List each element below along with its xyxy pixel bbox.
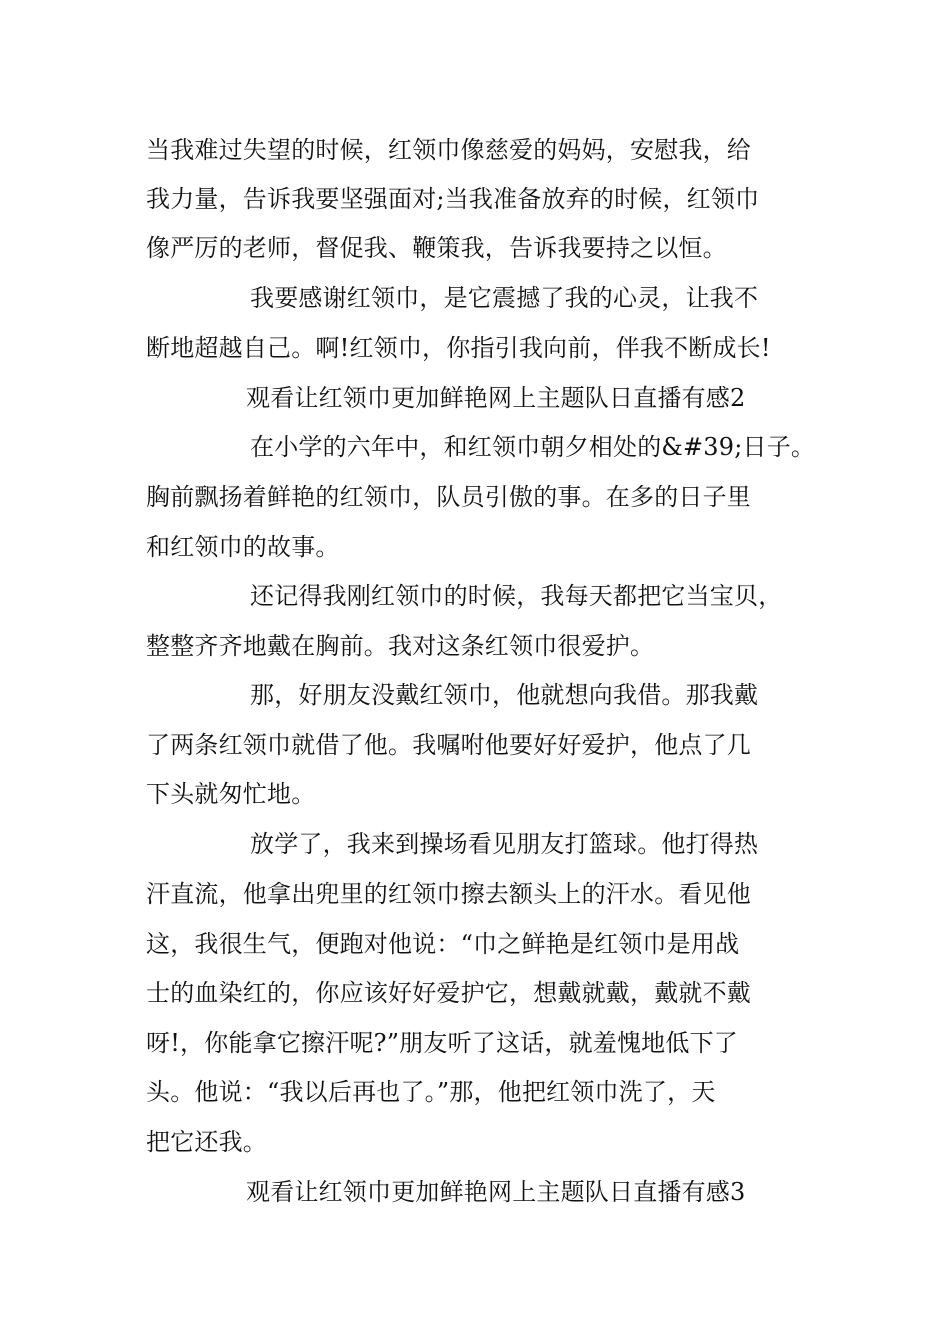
section-heading: 观看让红领巾更加鲜艳网上主题队日直播有感2 <box>246 384 746 412</box>
paragraph-line: 当我难过失望的时候，红领巾像慈爱的妈妈，安慰我，给 <box>146 136 751 164</box>
paragraph-line: 和红领巾的故事。 <box>146 533 340 561</box>
paragraph-line: 呀!，你能拿它擦汗呢?”朋友听了这话，就羞愧地低下了 <box>146 1029 738 1057</box>
paragraph-line: 把它还我。 <box>146 1128 267 1156</box>
paragraph-line: 下头就匆忙地。 <box>146 780 316 808</box>
paragraph-line: 还记得我刚红领巾的时候，我每天都把它当宝贝， <box>250 582 783 610</box>
paragraph-line: 汗直流，他拿出兜里的红领巾擦去额头上的汗水。看见他 <box>146 880 751 908</box>
paragraph-line: 士的血染红的，你应该好好爱护它，想戴就戴，戴就不戴 <box>146 979 751 1007</box>
section-heading: 观看让红领巾更加鲜艳网上主题队日直播有感3 <box>246 1178 746 1206</box>
paragraph-line: 在小学的六年中，和红领巾朝夕相处的&#39;日子。 <box>250 433 816 461</box>
paragraph-line: 胸前飘扬着鲜艳的红领巾，队员引傲的事。在多的日子里 <box>146 483 751 511</box>
paragraph-line: 我要感谢红领巾，是它震撼了我的心灵，让我不 <box>250 284 759 312</box>
paragraph-line: 像严厉的老师，督促我、鞭策我，告诉我要持之以恒。 <box>146 234 727 262</box>
paragraph-line: 了两条红领巾就借了他。我嘱咐他要好好爱护，他点了几 <box>146 731 751 759</box>
paragraph-line: 整整齐齐地戴在胸前。我对这条红领巾很爱护。 <box>146 632 655 660</box>
paragraph-line: 这，我很生气，便跑对他说：“巾之鲜艳是红领巾是用战 <box>146 930 740 958</box>
paragraph-line: 头。他说：“我以后再也了。”那，他把红领巾洗了，天 <box>146 1078 716 1106</box>
paragraph-line: 我力量，告诉我要坚强面对;当我准备放弃的时候，红领巾 <box>146 185 760 213</box>
paragraph-line: 放学了，我来到操场看见朋友打篮球。他打得热 <box>250 830 759 858</box>
paragraph-line: 那，好朋友没戴红领巾，他就想向我借。那我戴 <box>250 681 759 709</box>
paragraph-line: 断地超越自己。啊!红领巾，你指引我向前，伴我不断成长! <box>146 334 771 362</box>
